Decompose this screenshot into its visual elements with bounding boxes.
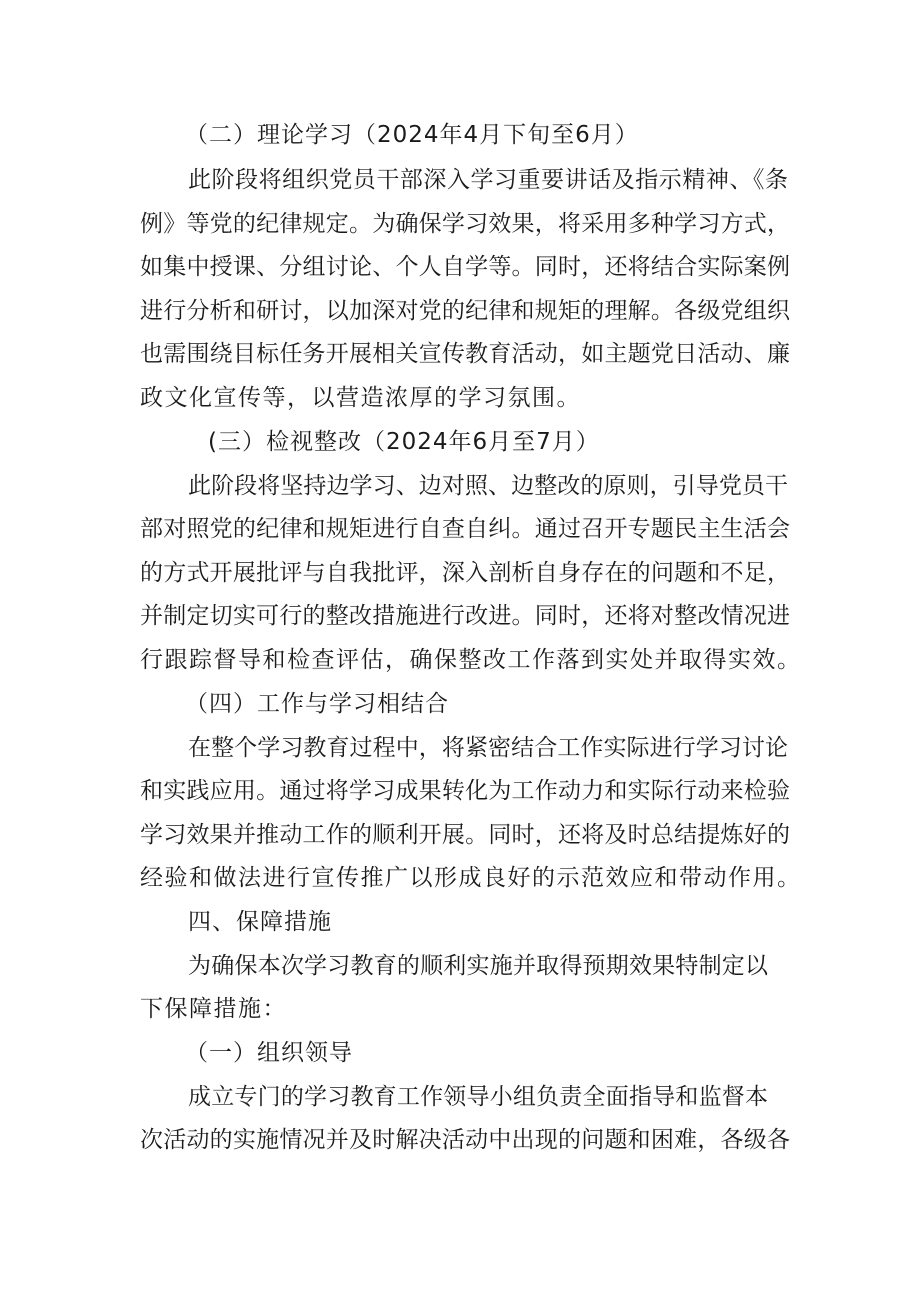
- paragraph-line: 在整个学习教育过程中，将紧密结合工作实际进行学习讨论: [188, 735, 788, 761]
- section-heading-review-rectification: (三）检视整改（2024年6月至7月）: [208, 429, 600, 455]
- paragraph-line: 为确保本次学习教育的顺利实施并取得预期效果特制定以: [188, 953, 768, 979]
- paragraph-line: 进行分析和研讨，以加深对党的纪律和规矩的理解。各级党组织: [140, 298, 790, 324]
- paragraph-line: 政文化宣传等，以营造浓厚的学习氛围。: [140, 385, 581, 411]
- paragraph-line: 和实践应用。通过将学习成果转化为工作动力和实际行动来检验: [140, 778, 790, 804]
- paragraph-line: 也需围绕目标任务开展相关宣传教育活动，如主题党日活动、廉: [140, 341, 790, 367]
- paragraph-line: 的方式开展批评与自我批评，深入剖析自身存在的问题和不足，: [140, 560, 790, 586]
- paragraph-line: 下保障措施：: [140, 996, 287, 1022]
- section-heading-work-study: （四）工作与学习相结合: [185, 691, 449, 717]
- section-heading-leadership: （一）组织领导: [185, 1040, 353, 1066]
- section-heading-theory-study: （二）理论学习（2024年4月下旬至6月）: [185, 122, 639, 148]
- paragraph-line: 并制定切实可行的整改措施进行改进。同时，还将对整改情况进: [140, 603, 790, 629]
- paragraph-line: 次活动的实施情况并及时解决活动中出现的问题和困难，各级各: [140, 1127, 790, 1153]
- paragraph-line: 部对照党的纪律和规矩进行自查自纠。通过召开专题民主生活会: [140, 516, 790, 542]
- paragraph-line: 此阶段将组织党员干部深入学习重要讲话及指示精神、《条: [188, 167, 788, 193]
- paragraph-line: 成立专门的学习教育工作领导小组负责全面指导和监督本: [188, 1084, 768, 1110]
- paragraph-line: 此阶段将坚持边学习、边对照、边整改的原则，引导党员干: [188, 473, 788, 499]
- paragraph-line: 学习效果并推动工作的顺利开展。同时，还将及时总结提炼好的: [140, 822, 790, 848]
- paragraph-line: 如集中授课、分组讨论、个人自学等。同时，还将结合实际案例: [140, 254, 790, 280]
- section-heading-safeguards: 四、保障措施: [188, 909, 332, 935]
- paragraph-line: 例》等党的纪律规定。为确保学习效果，将采用多种学习方式，: [140, 211, 790, 237]
- paragraph-line: 经验和做法进行宣传推广以形成良好的示范效应和带动作用。: [140, 865, 802, 891]
- paragraph-line: 行跟踪督导和检查评估，确保整改工作落到实处并取得实效。: [140, 647, 802, 673]
